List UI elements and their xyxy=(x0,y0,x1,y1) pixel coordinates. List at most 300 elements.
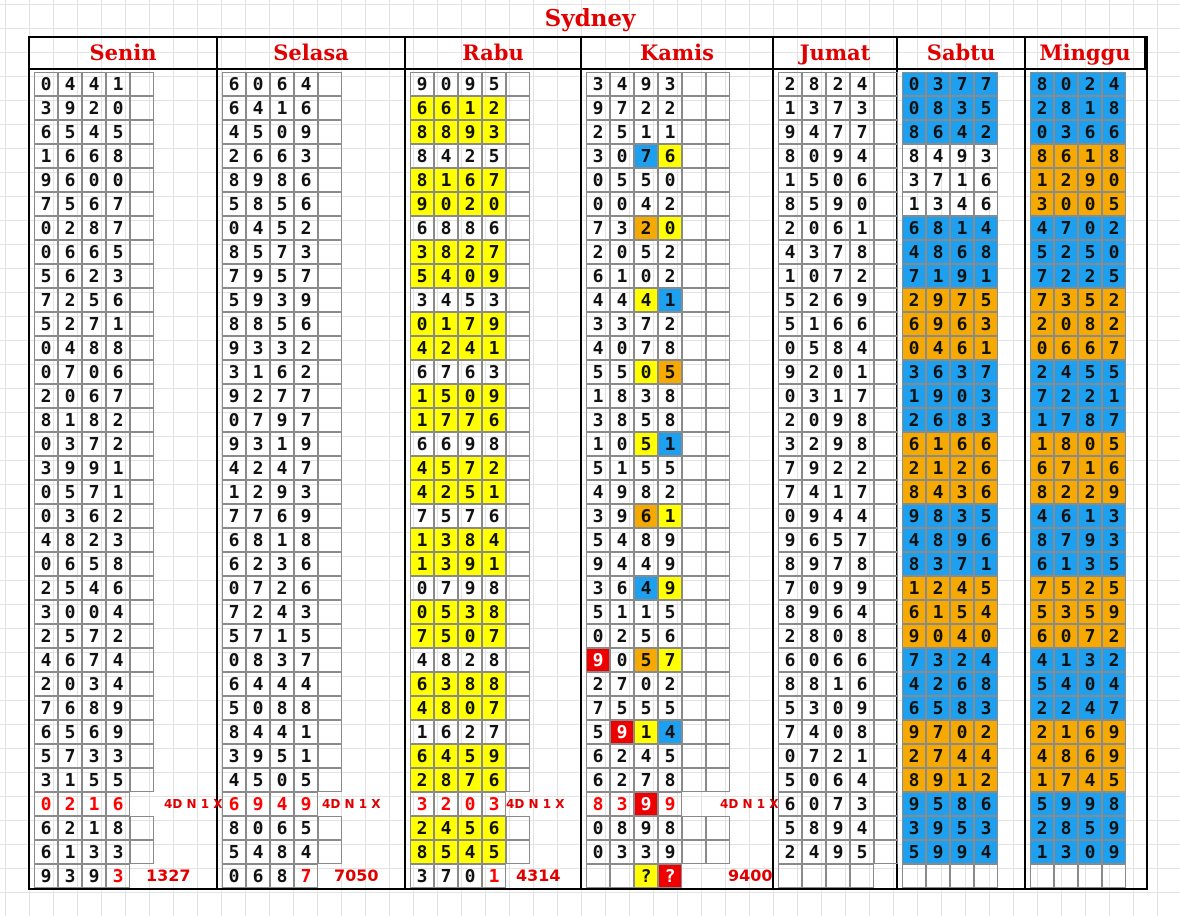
table-row xyxy=(582,72,772,96)
digit-cell: 2 xyxy=(246,480,270,504)
empty-cell xyxy=(706,840,730,864)
empty-cell xyxy=(682,576,706,600)
digit-cell: 7 xyxy=(926,744,950,768)
table-row xyxy=(582,192,772,216)
digit-cell: 5 xyxy=(950,816,974,840)
table-row xyxy=(218,672,404,696)
table-row xyxy=(1026,696,1146,720)
table-row xyxy=(582,576,772,600)
digit-cell: 0 xyxy=(634,360,658,384)
digit-cell: 5 xyxy=(270,744,294,768)
digit-cell: 4 xyxy=(458,840,482,864)
digit-cell: 6 xyxy=(1078,120,1102,144)
digit-cell: 9 xyxy=(950,840,974,864)
digit-cell: 4 xyxy=(850,504,874,528)
digit-cell: 8 xyxy=(926,216,950,240)
digit-cell: 7 xyxy=(82,480,106,504)
digit-cell: 6 xyxy=(974,168,998,192)
empty-cell xyxy=(318,336,342,360)
digit-cell: 7 xyxy=(482,696,506,720)
table-row xyxy=(218,720,404,744)
digit-cell: 6 xyxy=(58,552,82,576)
table-row xyxy=(582,600,772,624)
digit-cell: 6 xyxy=(222,72,246,96)
table-row xyxy=(774,312,896,336)
empty-cell xyxy=(706,504,730,528)
digit-cell: 1 xyxy=(950,168,974,192)
table-row xyxy=(898,648,1024,672)
table-row xyxy=(218,216,404,240)
digit-cell: 5 xyxy=(778,816,802,840)
digit-cell: 8 xyxy=(106,816,130,840)
digit-cell: 9 xyxy=(246,168,270,192)
digit-cell: 3 xyxy=(434,672,458,696)
table-row xyxy=(1026,120,1146,144)
empty-cell xyxy=(706,576,730,600)
empty-cell xyxy=(706,96,730,120)
digit-cell: 2 xyxy=(826,744,850,768)
empty-cell xyxy=(874,504,898,528)
table-row xyxy=(1026,864,1146,888)
table-row xyxy=(774,552,896,576)
digit-cell: 3 xyxy=(294,240,318,264)
digit-cell: 7 xyxy=(82,648,106,672)
digit-cell: 0 xyxy=(34,336,58,360)
digit-cell: 7 xyxy=(458,456,482,480)
empty-cell xyxy=(130,72,154,96)
digit-cell: 0 xyxy=(434,72,458,96)
table-row xyxy=(406,288,580,312)
digit-cell: 1 xyxy=(482,864,506,888)
digit-cell: 8 xyxy=(106,336,130,360)
table-row xyxy=(218,120,404,144)
digit-cell: 0 xyxy=(610,648,634,672)
table-row xyxy=(30,720,216,744)
digit-cell: 4 xyxy=(270,600,294,624)
digit-cell: 3 xyxy=(610,792,634,816)
digit-cell: 1 xyxy=(1030,840,1054,864)
table-row xyxy=(898,216,1024,240)
table-row xyxy=(406,408,580,432)
digit-cell: 6 xyxy=(902,312,926,336)
digit-cell: 4 xyxy=(106,600,130,624)
empty-cell xyxy=(682,480,706,504)
digit-cell: 5 xyxy=(658,600,682,624)
empty-cell xyxy=(706,288,730,312)
digit-cell: 3 xyxy=(634,840,658,864)
digit-cell: 5 xyxy=(634,624,658,648)
digit-cell: 3 xyxy=(802,696,826,720)
digit-cell: 7 xyxy=(1054,216,1078,240)
table-row xyxy=(774,408,896,432)
digit-cell: 3 xyxy=(586,72,610,96)
formula-label: 4D N 1 X xyxy=(164,797,223,811)
digit-cell: 9 xyxy=(294,432,318,456)
table-row xyxy=(582,456,772,480)
digit-cell: 1 xyxy=(658,432,682,456)
table-row xyxy=(898,768,1024,792)
digit-cell: 4 xyxy=(1030,504,1054,528)
digit-cell: 5 xyxy=(610,120,634,144)
digit-cell: 6 xyxy=(586,264,610,288)
digit-cell: 5 xyxy=(902,840,926,864)
empty-cell xyxy=(506,264,530,288)
digit-cell: 1 xyxy=(106,72,130,96)
digit-cell: 7 xyxy=(902,264,926,288)
digit-cell: 0 xyxy=(34,480,58,504)
empty-cell xyxy=(706,120,730,144)
digit-cell: 7 xyxy=(1102,696,1126,720)
prediction-grid xyxy=(28,36,1148,890)
digit-cell: 6 xyxy=(950,312,974,336)
table-row xyxy=(30,840,216,864)
digit-cell: 2 xyxy=(1102,216,1126,240)
digit-cell: 6 xyxy=(482,768,506,792)
digit-cell: 2 xyxy=(610,744,634,768)
digit-cell: 5 xyxy=(434,600,458,624)
table-row xyxy=(406,672,580,696)
digit-cell: 6 xyxy=(246,144,270,168)
table-row xyxy=(1026,96,1146,120)
digit-cell: 4 xyxy=(950,576,974,600)
digit-cell: 3 xyxy=(482,792,506,816)
digit-cell: 5 xyxy=(826,528,850,552)
table-row xyxy=(30,360,216,384)
digit-cell: 0 xyxy=(34,504,58,528)
empty-cell xyxy=(874,288,898,312)
digit-cell: 6 xyxy=(826,312,850,336)
digit-cell: 6 xyxy=(1054,504,1078,528)
digit-cell: 3 xyxy=(1054,840,1078,864)
table-row xyxy=(406,336,580,360)
digit-cell: 7 xyxy=(270,384,294,408)
table-row xyxy=(898,72,1024,96)
digit-cell: 1 xyxy=(778,168,802,192)
digit-cell: 4 xyxy=(1102,672,1126,696)
digit-cell: 1 xyxy=(106,312,130,336)
digit-cell: 1 xyxy=(270,528,294,552)
digit-cell: 0 xyxy=(34,216,58,240)
digit-cell: 7 xyxy=(826,96,850,120)
empty-cell xyxy=(682,168,706,192)
empty-cell xyxy=(506,240,530,264)
table-row xyxy=(218,144,404,168)
table-row xyxy=(582,672,772,696)
digit-cell: 2 xyxy=(246,384,270,408)
digit-cell: 1 xyxy=(482,480,506,504)
empty-cell xyxy=(682,312,706,336)
table-row xyxy=(774,528,896,552)
empty-cell xyxy=(706,336,730,360)
table-row xyxy=(582,768,772,792)
digit-cell: 0 xyxy=(778,336,802,360)
table-row xyxy=(1026,744,1146,768)
digit-cell: 0 xyxy=(778,384,802,408)
digit-cell: 6 xyxy=(222,672,246,696)
digit-cell: 8 xyxy=(610,408,634,432)
digit-cell: 2 xyxy=(902,744,926,768)
digit-cell: 4 xyxy=(778,240,802,264)
digit-cell: 5 xyxy=(950,600,974,624)
digit-cell: 1 xyxy=(926,264,950,288)
empty-cell xyxy=(318,192,342,216)
digit-cell: 5 xyxy=(1054,576,1078,600)
table-row xyxy=(898,672,1024,696)
digit-cell: 0 xyxy=(1054,312,1078,336)
digit-cell: 7 xyxy=(850,528,874,552)
table-row xyxy=(1026,216,1146,240)
table-row xyxy=(774,792,896,816)
digit-cell: 1 xyxy=(586,432,610,456)
digit-cell: 0 xyxy=(586,624,610,648)
table-row xyxy=(406,768,580,792)
empty-cell xyxy=(874,840,898,864)
digit-cell: 7 xyxy=(850,480,874,504)
digit-cell: 9 xyxy=(458,432,482,456)
digit-cell: 6 xyxy=(778,792,802,816)
digit-cell: 3 xyxy=(270,288,294,312)
table-row xyxy=(218,408,404,432)
digit-cell: 8 xyxy=(974,240,998,264)
table-row xyxy=(774,696,896,720)
empty-cell xyxy=(318,240,342,264)
empty-cell xyxy=(318,72,342,96)
digit-cell: 2 xyxy=(902,288,926,312)
digit-cell: 4 xyxy=(974,216,998,240)
digit-cell: 1 xyxy=(658,120,682,144)
digit-cell: 0 xyxy=(1078,216,1102,240)
digit-cell: 7 xyxy=(434,576,458,600)
digit-cell: 3 xyxy=(482,120,506,144)
empty-cell xyxy=(318,288,342,312)
digit-cell: 5 xyxy=(1078,600,1102,624)
digit-cell: 2 xyxy=(294,360,318,384)
empty-cell xyxy=(682,336,706,360)
empty-cell xyxy=(318,768,342,792)
digit-cell: 1 xyxy=(974,552,998,576)
digit-cell: 2 xyxy=(434,480,458,504)
digit-cell: 6 xyxy=(850,312,874,336)
digit-cell: 5 xyxy=(1078,240,1102,264)
digit-cell: 2 xyxy=(778,216,802,240)
digit-cell: 6 xyxy=(294,168,318,192)
digit-cell: 9 xyxy=(778,120,802,144)
table-row xyxy=(30,264,216,288)
digit-cell: 3 xyxy=(850,792,874,816)
digit-cell: 3 xyxy=(974,696,998,720)
digit-cell: 1 xyxy=(222,480,246,504)
digit-cell: 5 xyxy=(482,144,506,168)
digit-cell: 3 xyxy=(294,144,318,168)
digit-cell: 5 xyxy=(974,288,998,312)
table-row xyxy=(406,648,580,672)
table-row xyxy=(898,624,1024,648)
digit-cell: 5 xyxy=(802,168,826,192)
empty-cell xyxy=(706,456,730,480)
digit-cell: 8 xyxy=(926,504,950,528)
digit-cell: 5 xyxy=(1102,768,1126,792)
digit-cell: 2 xyxy=(434,336,458,360)
table-row xyxy=(30,336,216,360)
digit-cell: 8 xyxy=(802,816,826,840)
table-row xyxy=(774,264,896,288)
digit-cell: 2 xyxy=(902,408,926,432)
digit-cell: 7 xyxy=(294,384,318,408)
digit-cell: 8 xyxy=(974,672,998,696)
digit-cell: 2 xyxy=(586,672,610,696)
digit-cell: 9 xyxy=(1078,792,1102,816)
digit-cell: 6 xyxy=(850,168,874,192)
table-row xyxy=(898,264,1024,288)
table-row xyxy=(898,168,1024,192)
digit-cell: 5 xyxy=(222,840,246,864)
digit-cell: 5 xyxy=(610,360,634,384)
digit-cell: 5 xyxy=(458,480,482,504)
digit-cell: 7 xyxy=(658,648,682,672)
digit-cell: 5 xyxy=(586,360,610,384)
digit-cell: 6 xyxy=(410,432,434,456)
digit-cell: 9 xyxy=(826,192,850,216)
digit-cell: 7 xyxy=(778,480,802,504)
empty-cell xyxy=(874,552,898,576)
digit-cell: 6 xyxy=(802,528,826,552)
digit-cell: 6 xyxy=(974,480,998,504)
digit-cell: 1 xyxy=(1030,768,1054,792)
table-row xyxy=(898,480,1024,504)
column-senin xyxy=(30,70,223,890)
digit-cell: 8 xyxy=(634,528,658,552)
empty-cell xyxy=(506,288,530,312)
digit-cell: 8 xyxy=(82,216,106,240)
digit-cell: 2 xyxy=(1030,816,1054,840)
digit-cell: 2 xyxy=(1030,360,1054,384)
result-number: 7050 xyxy=(334,866,379,885)
digit-cell: 2 xyxy=(802,432,826,456)
empty-cell xyxy=(130,456,154,480)
digit-cell: 8 xyxy=(1102,96,1126,120)
digit-cell: 8 xyxy=(106,552,130,576)
digit-cell xyxy=(974,864,998,888)
digit-cell: 8 xyxy=(482,672,506,696)
digit-cell: 0 xyxy=(1078,672,1102,696)
empty-cell xyxy=(706,816,730,840)
empty-cell xyxy=(318,432,342,456)
table-row xyxy=(898,840,1024,864)
digit-cell: 3 xyxy=(106,264,130,288)
digit-cell: 5 xyxy=(634,696,658,720)
table-row xyxy=(30,384,216,408)
digit-cell: 9 xyxy=(482,312,506,336)
empty-cell xyxy=(682,384,706,408)
digit-cell: 8 xyxy=(482,576,506,600)
table-row xyxy=(898,384,1024,408)
digit-cell: 6 xyxy=(1030,624,1054,648)
digit-cell: 5 xyxy=(1078,288,1102,312)
digit-cell: 6 xyxy=(34,120,58,144)
table-row xyxy=(582,312,772,336)
table-row xyxy=(218,600,404,624)
digit-cell: 5 xyxy=(410,264,434,288)
digit-cell: 2 xyxy=(634,96,658,120)
digit-cell: 9 xyxy=(778,528,802,552)
digit-cell: 2 xyxy=(634,216,658,240)
digit-cell: 6 xyxy=(974,432,998,456)
digit-cell: 6 xyxy=(106,360,130,384)
digit-cell: 0 xyxy=(658,168,682,192)
empty-cell xyxy=(706,744,730,768)
digit-cell: 5 xyxy=(586,600,610,624)
digit-cell: 0 xyxy=(586,840,610,864)
digit-cell: 5 xyxy=(634,456,658,480)
digit-cell: 6 xyxy=(82,240,106,264)
table-row xyxy=(406,744,580,768)
digit-cell: 3 xyxy=(950,96,974,120)
digit-cell: 6 xyxy=(58,168,82,192)
digit-cell: 8 xyxy=(658,768,682,792)
digit-cell: 7 xyxy=(270,240,294,264)
digit-cell: 2 xyxy=(658,96,682,120)
digit-cell: 0 xyxy=(778,744,802,768)
column-jumat xyxy=(774,70,898,890)
digit-cell: 7 xyxy=(778,456,802,480)
digit-cell: 4 xyxy=(434,144,458,168)
digit-cell: 7 xyxy=(1030,264,1054,288)
digit-cell: 2 xyxy=(34,576,58,600)
digit-cell: 1 xyxy=(410,384,434,408)
table-row xyxy=(218,816,404,840)
digit-cell: 5 xyxy=(778,312,802,336)
digit-cell: 2 xyxy=(482,456,506,480)
table-row xyxy=(898,408,1024,432)
digit-cell: 8 xyxy=(270,168,294,192)
digit-cell: 1 xyxy=(778,264,802,288)
digit-cell: 2 xyxy=(294,216,318,240)
empty-cell xyxy=(706,144,730,168)
digit-cell: 7 xyxy=(826,552,850,576)
digit-cell: 2 xyxy=(410,768,434,792)
digit-cell: 6 xyxy=(634,504,658,528)
digit-cell: 8 xyxy=(850,240,874,264)
digit-cell: 6 xyxy=(82,384,106,408)
digit-cell: 1 xyxy=(58,408,82,432)
digit-cell: 7 xyxy=(246,624,270,648)
digit-cell: 4 xyxy=(82,72,106,96)
digit-cell: 1 xyxy=(1102,384,1126,408)
digit-cell: 7 xyxy=(246,504,270,528)
table-row xyxy=(582,96,772,120)
empty-cell xyxy=(682,192,706,216)
digit-cell: 9 xyxy=(58,456,82,480)
table-row xyxy=(1026,672,1146,696)
digit-cell: 5 xyxy=(778,768,802,792)
digit-cell: 9 xyxy=(926,816,950,840)
digit-cell: 9 xyxy=(106,696,130,720)
digit-cell: 2 xyxy=(1102,312,1126,336)
table-row xyxy=(218,528,404,552)
empty-cell xyxy=(318,840,342,864)
empty-cell xyxy=(130,768,154,792)
table-row xyxy=(406,312,580,336)
digit-cell: 6 xyxy=(826,768,850,792)
digit-cell: 3 xyxy=(34,600,58,624)
digit-cell: 5 xyxy=(434,624,458,648)
table-row xyxy=(30,768,216,792)
empty-cell xyxy=(130,216,154,240)
digit-cell: 8 xyxy=(222,168,246,192)
empty-cell xyxy=(318,552,342,576)
digit-cell: 1 xyxy=(410,552,434,576)
digit-cell: 8 xyxy=(950,408,974,432)
